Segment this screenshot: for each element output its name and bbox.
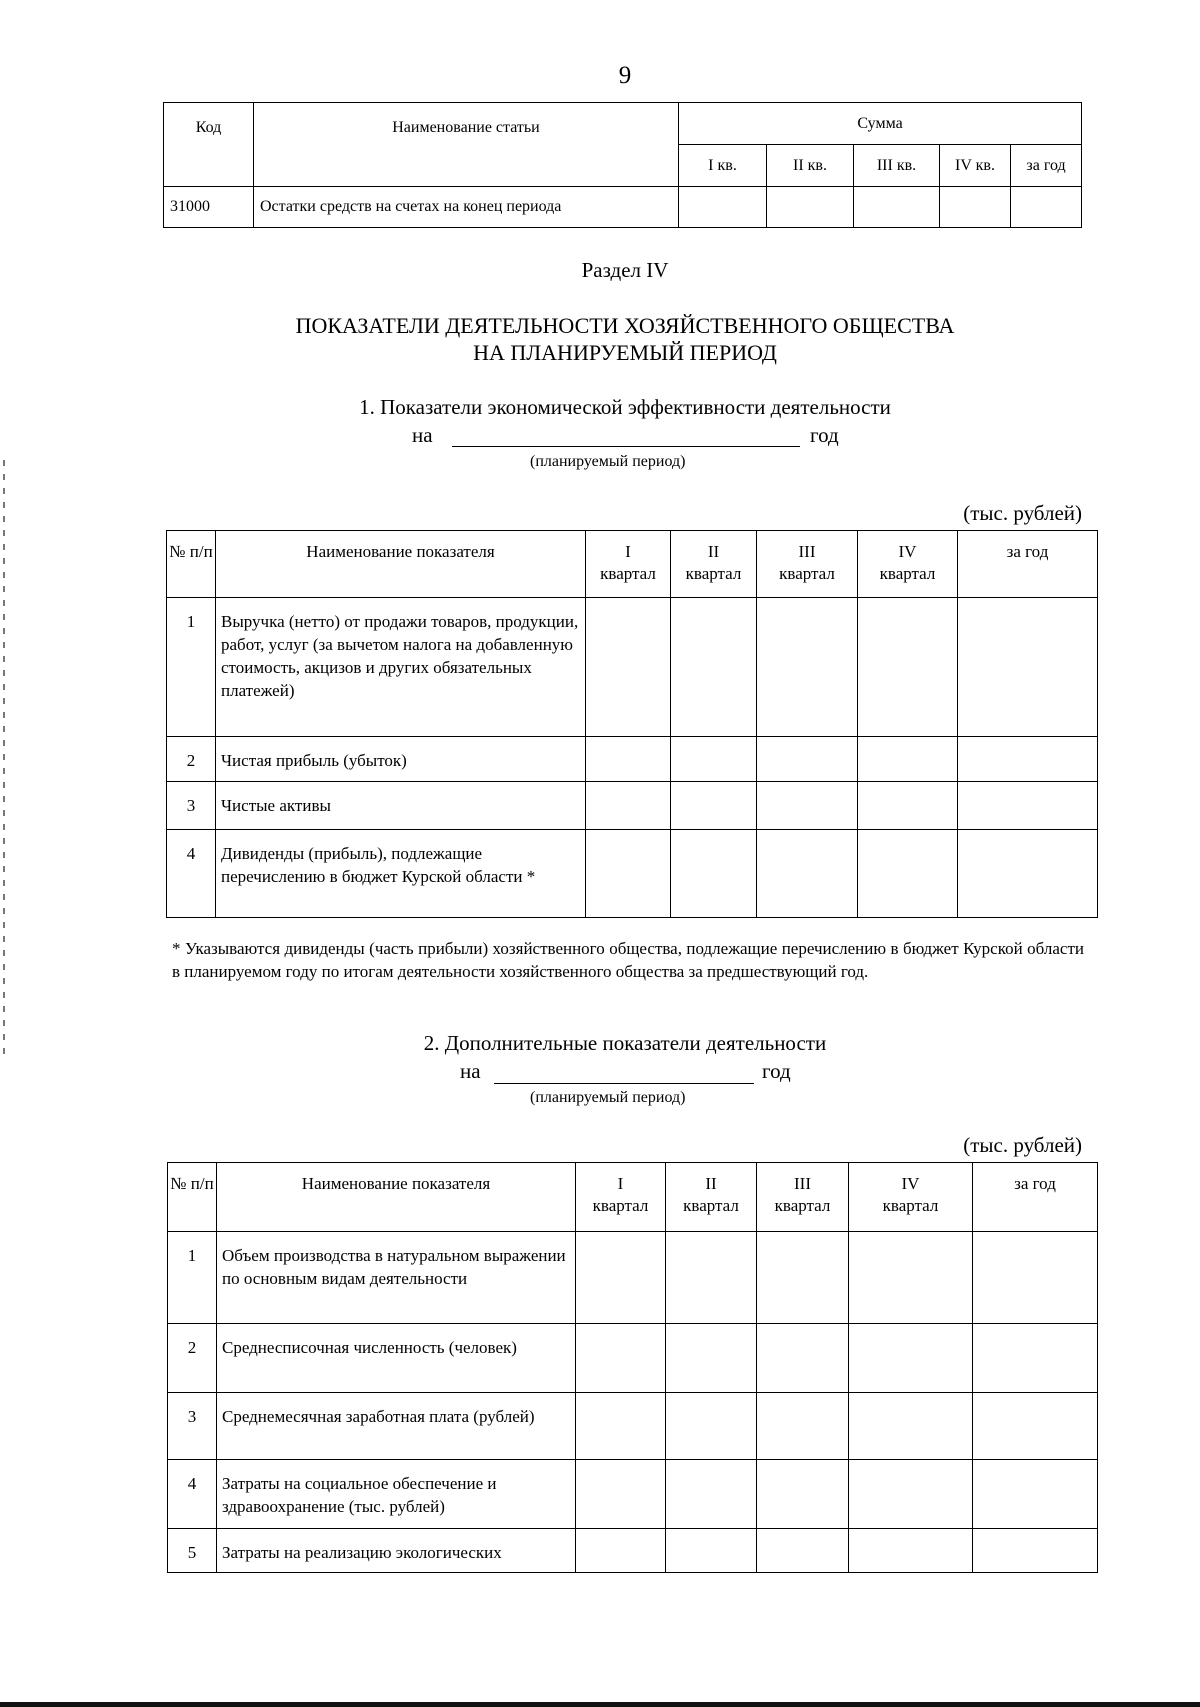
value-cell — [940, 187, 1011, 228]
header-q1: I кв. — [679, 145, 767, 187]
block1-unit: (тыс. рублей) — [963, 501, 1082, 525]
row-num: 4 — [167, 830, 216, 918]
value-cell — [757, 1393, 849, 1460]
row-name: Остатки средств на счетах на конец периода — [254, 187, 679, 228]
header-q3: III квартал — [757, 531, 858, 598]
value-cell — [854, 187, 940, 228]
table-row — [167, 830, 1098, 918]
block1-heading: 1. Показатели экономической эффективности деятельности — [359, 395, 891, 419]
table-row — [164, 187, 1082, 228]
value-cell — [973, 1324, 1098, 1393]
value-cell — [586, 737, 671, 782]
block2-period-blank[interactable] — [494, 1058, 754, 1084]
footnote: * Указываются дивиденды (часть прибыли) хозяйственного общества, подлежащие перечислению в бюджет Курской области в планируемом году по итогам деятельности хозяйственного общества за предшествующий год. — [172, 939, 1084, 981]
value-cell — [958, 830, 1098, 918]
row-num: 4 — [168, 1460, 217, 1529]
value-cell — [666, 1393, 757, 1460]
header-year: за год — [1011, 145, 1082, 187]
row-name: Среднесписочная численность (человек) — [217, 1324, 576, 1393]
value-cell — [586, 782, 671, 830]
value-cell — [1011, 187, 1082, 228]
value-cell — [671, 782, 757, 830]
header-indicator: Наименование показателя — [216, 531, 586, 598]
block2-suffix: год — [762, 1059, 791, 1083]
header-num: № п/п — [167, 531, 216, 598]
row-num: 1 — [167, 598, 216, 737]
header-item-name: Наименование статьи — [254, 103, 679, 187]
balance-table — [163, 102, 1082, 228]
header-indicator: Наименование показателя — [217, 1163, 576, 1232]
header-year: за год — [973, 1163, 1098, 1232]
value-cell — [973, 1232, 1098, 1324]
additional-table — [167, 1162, 1098, 1573]
table-row — [167, 598, 1098, 737]
row-name: Выручка (нетто) от продажи товаров, продукции, работ, услуг (за вычетом налога на добавленную стоимость, акцизов и других обязательных платежей) — [216, 598, 586, 737]
value-cell — [849, 1529, 973, 1573]
value-cell — [858, 598, 958, 737]
value-cell — [958, 598, 1098, 737]
value-cell — [666, 1460, 757, 1529]
table-row — [168, 1324, 1098, 1393]
row-name: Среднемесячная заработная плата (рублей) — [217, 1393, 576, 1460]
value-cell — [576, 1393, 666, 1460]
value-cell — [576, 1529, 666, 1573]
value-cell — [576, 1460, 666, 1529]
value-cell — [586, 598, 671, 737]
scan-bottom-edge — [0, 1702, 1200, 1707]
header-q3: III квартал — [757, 1163, 849, 1232]
table-row — [168, 1529, 1098, 1573]
value-cell — [973, 1460, 1098, 1529]
value-cell — [858, 782, 958, 830]
table-row — [167, 782, 1098, 830]
value-cell — [757, 598, 858, 737]
section-label: Раздел IV — [581, 258, 669, 282]
row-num: 5 — [168, 1529, 217, 1573]
header-q4: IV кв. — [940, 145, 1011, 187]
value-cell — [666, 1324, 757, 1393]
row-num: 2 — [167, 737, 216, 782]
row-name: Затраты на реализацию экологических — [217, 1529, 576, 1573]
value-cell — [757, 1232, 849, 1324]
value-cell — [958, 737, 1098, 782]
value-cell — [757, 830, 858, 918]
value-cell — [849, 1232, 973, 1324]
header-year: за год — [958, 531, 1098, 598]
value-cell — [958, 782, 1098, 830]
table-row — [167, 737, 1098, 782]
value-cell — [666, 1529, 757, 1573]
value-cell — [849, 1460, 973, 1529]
block1-period-blank[interactable] — [452, 420, 800, 447]
row-name: Чистая прибыль (убыток) — [216, 737, 586, 782]
value-cell — [671, 830, 757, 918]
block1-prefix: на — [412, 423, 433, 447]
row-name: Дивиденды (прибыль), подлежащие перечислению в бюджет Курской области * — [216, 830, 586, 918]
value-cell — [858, 737, 958, 782]
header-q1: I квартал — [576, 1163, 666, 1232]
header-q4: IV квартал — [849, 1163, 973, 1232]
header-q4: IV квартал — [858, 531, 958, 598]
value-cell — [973, 1393, 1098, 1460]
value-cell — [757, 1460, 849, 1529]
value-cell — [679, 187, 767, 228]
header-code: Код — [164, 103, 254, 187]
section-title-line1: ПОКАЗАТЕЛИ ДЕЯТЕЛЬНОСТИ ХОЗЯЙСТВЕННОГО ОБЩЕСТВА — [295, 313, 955, 338]
header-q2: II квартал — [666, 1163, 757, 1232]
section-title-line2: НА ПЛАНИРУЕМЫЙ ПЕРИОД — [473, 340, 777, 365]
table-row — [168, 1232, 1098, 1324]
row-num: 1 — [168, 1232, 217, 1324]
row-num: 2 — [168, 1324, 217, 1393]
value-cell — [666, 1232, 757, 1324]
row-name: Чистые активы — [216, 782, 586, 830]
scan-margin-mark — [3, 460, 5, 1060]
row-code: 31000 — [164, 187, 254, 228]
value-cell — [671, 737, 757, 782]
row-name: Затраты на социальное обеспечение и здравоохранение (тыс. рублей) — [217, 1460, 576, 1529]
block1-caption: (планируемый период) — [530, 453, 686, 470]
row-name: Объем производства в натуральном выражении по основным видам деятельности — [217, 1232, 576, 1324]
efficiency-table — [166, 530, 1098, 918]
value-cell — [849, 1324, 973, 1393]
block2-prefix: на — [460, 1059, 481, 1083]
block2-heading: 2. Дополнительные показатели деятельности — [423, 1031, 827, 1055]
header-q2: II кв. — [767, 145, 854, 187]
header-q1: I квартал — [586, 531, 671, 598]
header-num: № п/п — [168, 1163, 217, 1232]
value-cell — [757, 1529, 849, 1573]
value-cell — [767, 187, 854, 228]
value-cell — [586, 830, 671, 918]
row-num: 3 — [168, 1393, 217, 1460]
value-cell — [757, 782, 858, 830]
header-q3: III кв. — [854, 145, 940, 187]
value-cell — [576, 1232, 666, 1324]
value-cell — [858, 830, 958, 918]
value-cell — [757, 1324, 849, 1393]
value-cell — [849, 1393, 973, 1460]
table-row — [168, 1393, 1098, 1460]
value-cell — [576, 1324, 666, 1393]
value-cell — [973, 1529, 1098, 1573]
header-sum: Сумма — [679, 103, 1082, 145]
value-cell — [671, 598, 757, 737]
value-cell — [757, 737, 858, 782]
page-number: 9 — [618, 62, 632, 89]
block1-suffix: год — [810, 423, 839, 447]
block2-unit: (тыс. рублей) — [963, 1133, 1082, 1157]
table-row — [168, 1460, 1098, 1529]
row-num: 3 — [167, 782, 216, 830]
block2-caption: (планируемый период) — [530, 1089, 686, 1106]
header-q2: II квартал — [671, 531, 757, 598]
